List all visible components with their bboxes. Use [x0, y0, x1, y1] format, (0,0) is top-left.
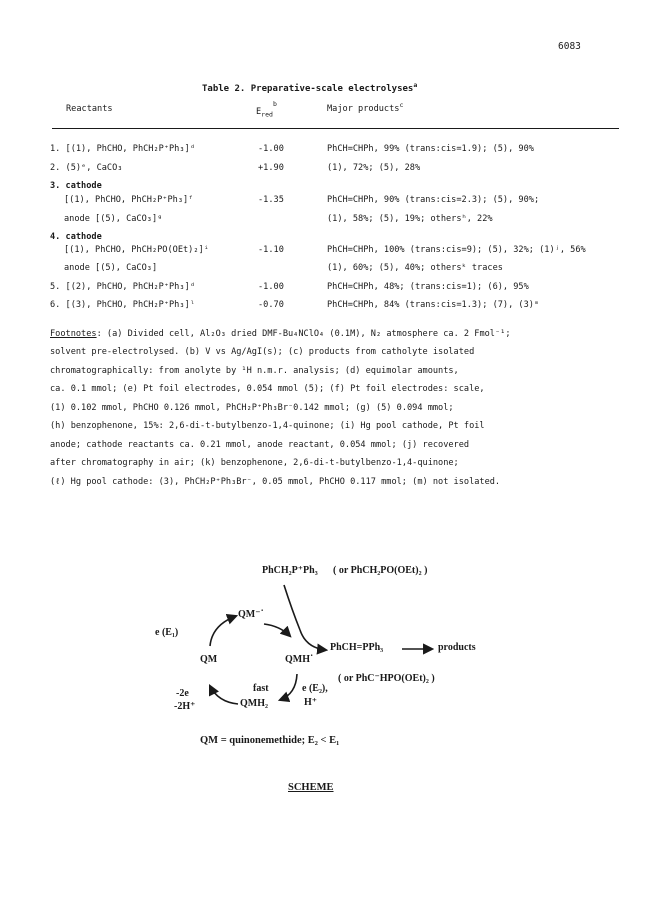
- header-reactants: Reactants: [66, 104, 113, 114]
- scheme-qm: QM: [200, 654, 218, 665]
- row-2-reactants: 2. (5)ᵉ, CaCO₃: [50, 163, 123, 173]
- row-1-products: PhCH=CHPh, 99% (trans:cis=1.9); (5), 90%: [327, 144, 534, 154]
- row-6-ered: -0.70: [258, 300, 284, 310]
- row-3-anode-products: (1), 58%; (5), 19%; othersʰ, 22%: [327, 214, 493, 224]
- row-4-anode-reactants: anode [(5), CaCO₃]: [64, 263, 158, 273]
- footnote-line-4: ca. 0.1 mmol; (e) Pt foil electrodes, 0.054 mmol (5); (f) Pt foil electrodes: scale,: [50, 384, 485, 394]
- scheme-e1: e (E₁): [155, 627, 179, 638]
- row-3-label: 3. cathode: [50, 181, 102, 191]
- scheme-carbanion-alt: ( or PhC⁻HPO(OEt)₂ ): [338, 673, 435, 684]
- header-ered-sub: red: [261, 110, 273, 119]
- row-1-reactants: 1. [(1), PhCHO, PhCH₂P⁺Ph₃]ᵈ: [50, 144, 195, 154]
- arrow-reduction-e1: [210, 616, 236, 646]
- row-4-anode-products: (1), 60%; (5), 40%; othersᵏ traces: [327, 263, 503, 273]
- header-ered-sup: b: [272, 100, 277, 108]
- scheme-caption: QM = quinonemethide; E₂ < E₁: [200, 735, 340, 746]
- scheme-e2: e (E₂),: [302, 683, 328, 694]
- header-ered-main: E: [256, 107, 262, 117]
- row-2-ered: +1.90: [258, 163, 284, 173]
- row-5-reactants: 5. [(2), PhCHO, PhCH₂P⁺Ph₃]ᵈ: [50, 282, 195, 292]
- arrow-protonation: [264, 624, 290, 636]
- scheme-minus-2e: -2e: [176, 688, 189, 699]
- footnote-line-2: solvent pre-electrolysed. (b) V vs Ag/AgI(s); (c) products from catholyte isolated: [50, 347, 475, 357]
- row-4-label: 4. cathode: [50, 232, 102, 242]
- row-3-products: PhCH=CHPh, 90% (trans:cis=2.3); (5), 90%;: [327, 195, 540, 205]
- row-4-cathode-reactants: [(1), PhCHO, PhCH₂PO(OEt)₂]ⁱ: [64, 245, 209, 255]
- scheme-reagent-alt: ( or PhCH₂PO(OEt)₂ ): [333, 565, 428, 576]
- row-4-products: PhCH=CHPh, 100% (trans:cis=9); (5), 32%; (1)ʲ, 56%: [327, 245, 586, 255]
- footnote-line-6: (h) benzophenone, 15%: 2,6-di-t-butylbenzo-1,4-quinone; (i) Hg pool cathode, Pt foil: [50, 421, 485, 431]
- page-number: 6083: [558, 41, 581, 52]
- scheme-reagent-top: PhCH₂P⁺Ph₃: [262, 565, 318, 576]
- scheme-qm-radical-anion: QM⁻˙: [238, 609, 264, 620]
- footnotes-heading: Footnotes: [50, 329, 97, 339]
- row-2-products: (1), 72%; (5), 28%: [327, 163, 421, 173]
- footnote-line-3: chromatographically: from anolyte by ¹H n.m.r. analysis; (d) equimolar amounts,: [50, 366, 459, 376]
- table-title-sup: a: [413, 81, 418, 89]
- row-6-reactants: 6. [(3), PhCHO, PhCH₂P⁺Ph₃]ˡ: [50, 300, 195, 310]
- arrow-to-ylide: [300, 630, 326, 650]
- header-products-sup: c: [399, 101, 404, 110]
- row-6-products: PhCH=CHPh, 84% (trans:cis=1.3); (7), (3)ᵐ: [327, 300, 540, 310]
- scheme-products: products: [438, 642, 476, 653]
- header-products-text: Major products: [327, 104, 400, 114]
- scheme-fast: fast: [253, 683, 269, 694]
- footnote-line-8: after chromatography in air; (k) benzophenone, 2,6-di-t-butylbenzo-1,4-quinone;: [50, 458, 459, 468]
- row-3-cathode-reactants: [(1), PhCHO, PhCH₂P⁺Ph₃]ᶠ: [64, 195, 194, 205]
- scheme-h-plus: H⁺: [304, 697, 318, 708]
- arrow-e2-reduction: [280, 674, 297, 700]
- scheme-qmh2: QMH₂: [240, 698, 268, 709]
- footnote-line-9: (ℓ) Hg pool cathode: (3), PhCH₂P⁺Ph₃Br⁻, 0.05 mmol, PhCHO 0.117 mmol; (m) not isolated.: [50, 477, 501, 487]
- arrow-oxidation: [210, 686, 238, 704]
- row-5-products: PhCH=CHPh, 48%; (trans:cis=1); (6), 95%: [327, 282, 529, 292]
- scheme-qmh-radical: QMH˙: [285, 654, 314, 665]
- scheme-minus-2h: -2H⁺: [174, 701, 196, 712]
- row-1-ered: -1.00: [258, 144, 284, 154]
- footnote-line-5: (1) 0.102 mmol, PhCHO 0.126 mmol, PhCH₂P⁺Ph₃Br⁻0.142 mmol; (g) (5) 0.094 mmol;: [50, 403, 454, 413]
- footnote-line-7: anode; cathode reactants ca. 0.21 mmol, anode reactant, 0.054 mmol; (j) recovered: [50, 440, 470, 450]
- table-title-text: Table 2. Preparative-scale electrolyses: [202, 84, 414, 94]
- scheme-ylide: PhCH=PPh₃: [330, 642, 384, 653]
- scheme-title: SCHEME: [288, 782, 334, 793]
- arrow-reagent-in: [284, 585, 300, 630]
- row-4-ered: -1.10: [258, 245, 284, 255]
- row-3-ered: -1.35: [258, 195, 284, 205]
- footnote-text-1: : (a) Divided cell, Al₂O₃ dried DMF-Bu₄NClO₄ (0.1M), N₂ atmosphere ca. 2 Fmol⁻¹;: [96, 329, 511, 339]
- row-5-ered: -1.00: [258, 282, 284, 292]
- row-3-anode-reactants: anode [(5), CaCO₃]ᵍ: [64, 214, 163, 224]
